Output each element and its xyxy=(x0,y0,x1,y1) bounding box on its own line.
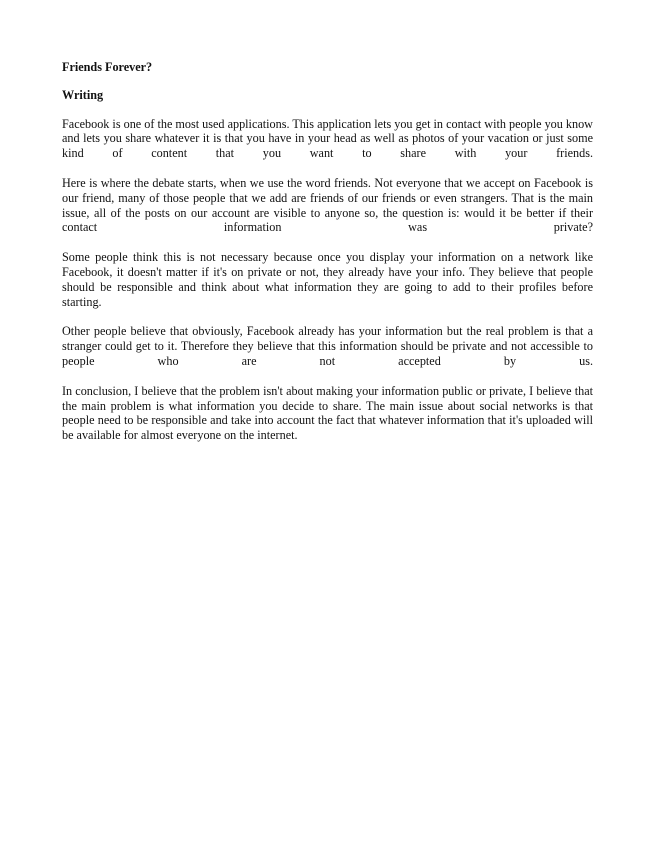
paragraph-5: In conclusion, I believe that the problem isn't about making your information public or private, I believe that the main problem is what information you decide to share. The main issue about social networks is that people need to be responsible and take into account the fact that whatever information that it's uploaded will be available for almost everyone on the internet. xyxy=(62,383,593,443)
paragraph-3: Some people think this is not necessary because once you display your information on a network like Facebook, it doesn't matter if it's on private or not, they already have your info. They believe that people should be responsible and think about what information they are going to add to their profiles before starting. xyxy=(62,250,593,309)
document-subtitle: Writing xyxy=(62,87,104,102)
document-title: Friends Forever? xyxy=(62,60,153,74)
document-body xyxy=(62,60,593,458)
paragraph-2: Here is where the debate starts, when we use the word friends. Not everyone that we accept on Facebook is our friend, many of those people that we add are friends of our friends or even strangers. That is the main issue, all of the posts on our account are visible to anyone so, the question is: would it be better if their contact information was private? xyxy=(62,175,593,235)
paragraph-4: Other people believe that obviously, Facebook already has your information but the real problem is that a stranger could get to it. Therefore they believe that this information should be private and not accessible to people who are not accepted by us. xyxy=(62,324,593,368)
paragraph-1: Facebook is one of the most used applications. This application lets you get in contact with people you know and lets you share whatever it is that you have in your head as well as photos of your vacation or just some kind of content that you want to share with your friends. xyxy=(62,116,593,161)
